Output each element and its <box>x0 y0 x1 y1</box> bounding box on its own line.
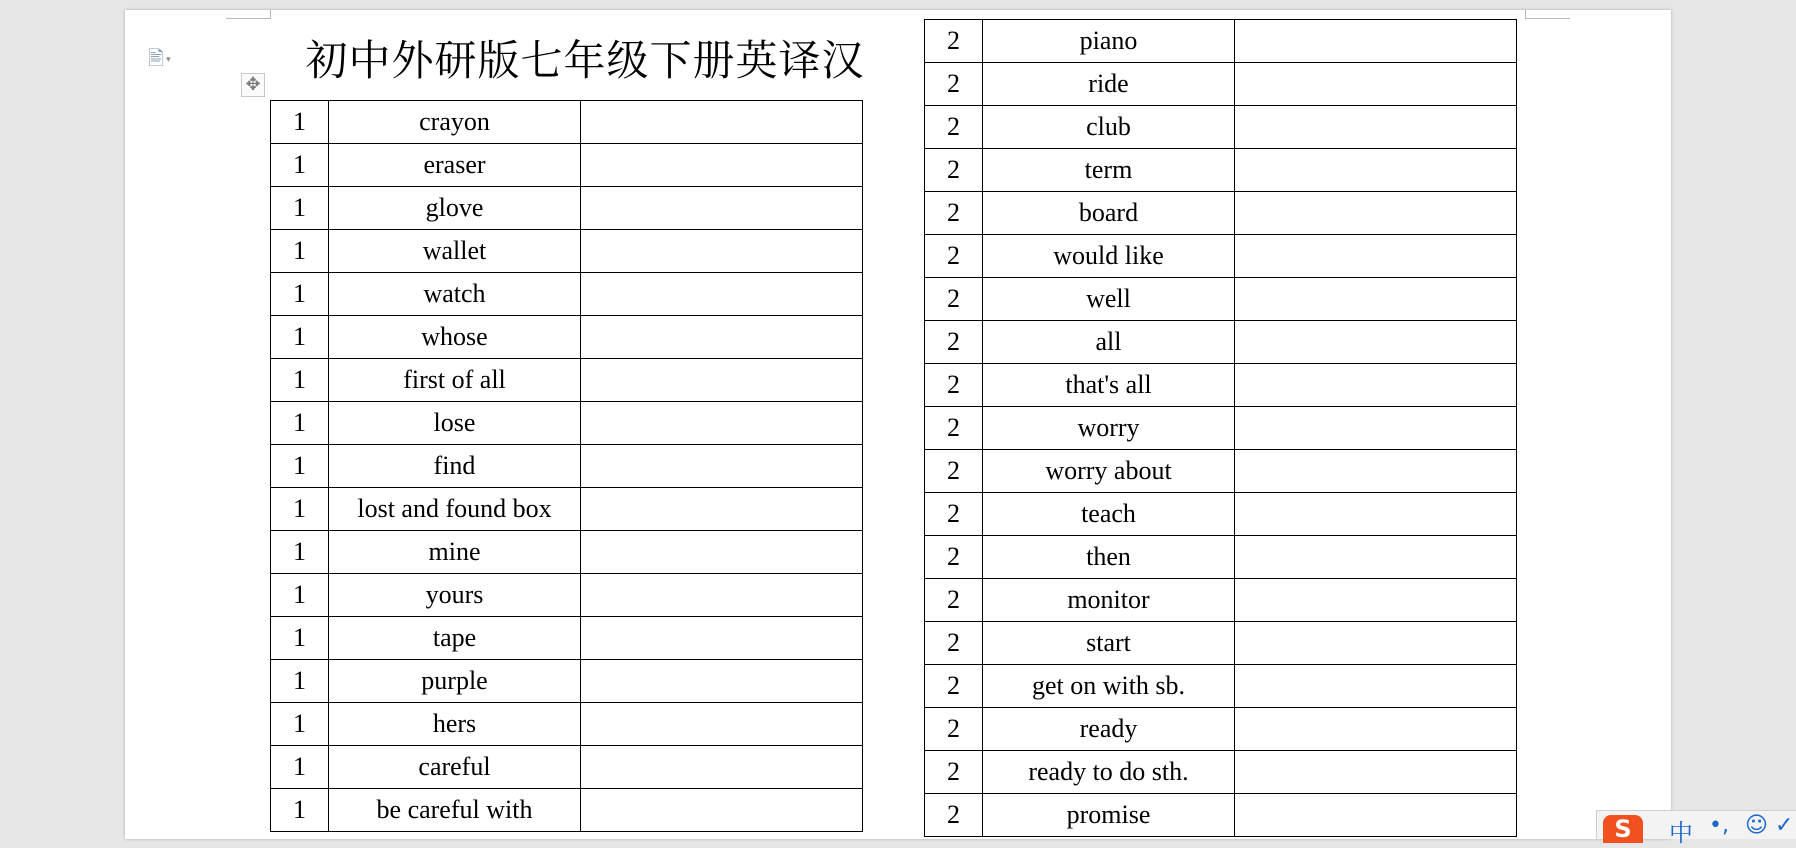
table-row <box>271 660 863 703</box>
english-word-cell: would like <box>983 235 1235 278</box>
lesson-number-cell: 2 <box>925 751 983 794</box>
table-row <box>271 574 863 617</box>
translation-blank-cell[interactable] <box>581 402 863 445</box>
translation-blank-cell[interactable] <box>1235 794 1517 837</box>
table-row <box>925 149 1517 192</box>
table-row <box>925 235 1517 278</box>
translation-blank-cell[interactable] <box>581 488 863 531</box>
table-row <box>925 407 1517 450</box>
translation-blank-cell[interactable] <box>581 703 863 746</box>
lesson-number-cell: 2 <box>925 493 983 536</box>
translation-blank-cell[interactable] <box>1235 20 1517 63</box>
margin-mark-top-right-v <box>1525 10 1526 19</box>
english-word-cell: ride <box>983 63 1235 106</box>
lesson-number-cell: 1 <box>271 359 329 402</box>
table-row <box>925 63 1517 106</box>
lesson-number-cell: 1 <box>271 703 329 746</box>
lesson-number-cell: 2 <box>925 192 983 235</box>
lesson-number-cell: 1 <box>271 187 329 230</box>
translation-blank-cell[interactable] <box>1235 235 1517 278</box>
table-row <box>925 622 1517 665</box>
lesson-number-cell: 2 <box>925 708 983 751</box>
table-row <box>271 402 863 445</box>
table-row <box>271 187 863 230</box>
table-row <box>271 359 863 402</box>
table-row <box>271 230 863 273</box>
table-row <box>271 445 863 488</box>
translation-blank-cell[interactable] <box>1235 364 1517 407</box>
table-row <box>925 665 1517 708</box>
translation-blank-cell[interactable] <box>1235 149 1517 192</box>
lesson-number-cell: 2 <box>925 278 983 321</box>
table-row <box>925 493 1517 536</box>
sogou-logo-icon[interactable]: S <box>1603 815 1643 843</box>
lesson-number-cell: 1 <box>271 574 329 617</box>
chevron-down-icon: ▾ <box>166 54 171 65</box>
lesson-number-cell: 1 <box>271 445 329 488</box>
ime-emoji-icon[interactable]: ☺ <box>1745 813 1768 838</box>
translation-blank-cell[interactable] <box>1235 321 1517 364</box>
table-row <box>925 794 1517 837</box>
lesson-number-cell: 1 <box>271 101 329 144</box>
translation-blank-cell[interactable] <box>581 746 863 789</box>
lesson-number-cell: 1 <box>271 660 329 703</box>
lesson-number-cell: 1 <box>271 746 329 789</box>
english-word-cell: hers <box>329 703 581 746</box>
english-word-cell: ready to do sth. <box>983 751 1235 794</box>
english-word-cell: worry about <box>983 450 1235 493</box>
lesson-number-cell: 2 <box>925 364 983 407</box>
table-row <box>271 746 863 789</box>
english-word-cell: start <box>983 622 1235 665</box>
english-word-cell: crayon <box>329 101 581 144</box>
translation-blank-cell[interactable] <box>1235 751 1517 794</box>
ime-more-icon[interactable]: ✓ <box>1775 813 1794 838</box>
translation-blank-cell[interactable] <box>581 316 863 359</box>
translation-blank-cell[interactable] <box>581 660 863 703</box>
translation-blank-cell[interactable] <box>581 101 863 144</box>
translation-blank-cell[interactable] <box>581 359 863 402</box>
lesson-number-cell: 2 <box>925 536 983 579</box>
table-row <box>925 708 1517 751</box>
translation-blank-cell[interactable] <box>1235 450 1517 493</box>
translation-blank-cell[interactable] <box>1235 493 1517 536</box>
english-word-cell: purple <box>329 660 581 703</box>
lesson-number-cell: 1 <box>271 789 329 832</box>
margin-mark-top-left-v <box>270 10 271 19</box>
english-word-cell: board <box>983 192 1235 235</box>
english-word-cell: watch <box>329 273 581 316</box>
english-word-cell: worry <box>983 407 1235 450</box>
english-word-cell: monitor <box>983 579 1235 622</box>
translation-blank-cell[interactable] <box>581 531 863 574</box>
ime-toolbar[interactable] <box>1596 810 1796 847</box>
english-word-cell: then <box>983 536 1235 579</box>
table-row <box>925 364 1517 407</box>
english-word-cell: lose <box>329 402 581 445</box>
table-row <box>925 450 1517 493</box>
translation-blank-cell[interactable] <box>1235 407 1517 450</box>
table-row <box>925 106 1517 149</box>
english-word-cell: get on with sb. <box>983 665 1235 708</box>
translation-blank-cell[interactable] <box>1235 192 1517 235</box>
english-word-cell: club <box>983 106 1235 149</box>
translation-blank-cell[interactable] <box>581 445 863 488</box>
translation-blank-cell[interactable] <box>1235 665 1517 708</box>
english-word-cell: ready <box>983 708 1235 751</box>
table-row <box>271 316 863 359</box>
translation-blank-cell[interactable] <box>1235 278 1517 321</box>
lesson-number-cell: 2 <box>925 794 983 837</box>
lesson-number-cell: 1 <box>271 316 329 359</box>
table-row <box>925 751 1517 794</box>
margin-mark-top-right-h <box>1525 18 1570 19</box>
translation-blank-cell[interactable] <box>581 230 863 273</box>
lesson-number-cell: 1 <box>271 273 329 316</box>
english-word-cell: find <box>329 445 581 488</box>
lesson-number-cell: 2 <box>925 106 983 149</box>
table-row <box>271 531 863 574</box>
lesson-number-cell: 2 <box>925 622 983 665</box>
vocab-table-right <box>924 19 1517 837</box>
table-move-handle-icon[interactable]: ✥ <box>241 73 265 97</box>
table-row <box>925 20 1517 63</box>
english-word-cell: lost and found box <box>329 488 581 531</box>
lesson-number-cell: 2 <box>925 20 983 63</box>
table-row <box>271 144 863 187</box>
translation-blank-cell[interactable] <box>1235 708 1517 751</box>
translation-blank-cell[interactable] <box>581 574 863 617</box>
translation-blank-cell[interactable] <box>1235 63 1517 106</box>
table-row <box>271 488 863 531</box>
lesson-number-cell: 2 <box>925 665 983 708</box>
margin-mark-top-left-h <box>226 18 271 19</box>
table-row <box>925 278 1517 321</box>
english-word-cell: yours <box>329 574 581 617</box>
table-row <box>925 321 1517 364</box>
english-word-cell: that's all <box>983 364 1235 407</box>
translation-blank-cell[interactable] <box>581 617 863 660</box>
lesson-number-cell: 2 <box>925 63 983 106</box>
ime-punctuation-icon[interactable]: •, <box>1709 813 1729 838</box>
table-row <box>925 192 1517 235</box>
vocab-table-left <box>270 100 863 832</box>
lesson-number-cell: 1 <box>271 488 329 531</box>
document-icon: 🖹 <box>148 46 165 70</box>
lesson-number-cell: 2 <box>925 235 983 278</box>
table-row <box>271 703 863 746</box>
translation-blank-cell[interactable] <box>1235 622 1517 665</box>
translation-blank-cell[interactable] <box>581 144 863 187</box>
table-row <box>271 101 863 144</box>
lesson-number-cell: 1 <box>271 144 329 187</box>
english-word-cell: mine <box>329 531 581 574</box>
english-word-cell: all <box>983 321 1235 364</box>
translation-blank-cell[interactable] <box>1235 106 1517 149</box>
english-word-cell: whose <box>329 316 581 359</box>
lesson-number-cell: 1 <box>271 402 329 445</box>
table-row <box>271 789 863 832</box>
lesson-number-cell: 2 <box>925 149 983 192</box>
translation-blank-cell[interactable] <box>581 187 863 230</box>
document-title: 初中外研版七年级下册英译汉 <box>305 36 865 85</box>
lesson-number-cell: 1 <box>271 617 329 660</box>
english-word-cell: first of all <box>329 359 581 402</box>
translation-blank-cell[interactable] <box>1235 536 1517 579</box>
translation-blank-cell[interactable] <box>1235 579 1517 622</box>
table-row <box>925 536 1517 579</box>
lesson-number-cell: 2 <box>925 450 983 493</box>
lesson-number-cell: 1 <box>271 531 329 574</box>
english-word-cell: well <box>983 278 1235 321</box>
ime-chinese-mode-button[interactable]: 中 <box>1669 819 1693 847</box>
english-word-cell: teach <box>983 493 1235 536</box>
english-word-cell: glove <box>329 187 581 230</box>
english-word-cell: careful <box>329 746 581 789</box>
english-word-cell: tape <box>329 617 581 660</box>
english-word-cell: piano <box>983 20 1235 63</box>
english-word-cell: be careful with <box>329 789 581 832</box>
table-row <box>271 273 863 316</box>
english-word-cell: wallet <box>329 230 581 273</box>
table-row <box>925 579 1517 622</box>
english-word-cell: promise <box>983 794 1235 837</box>
english-word-cell: eraser <box>329 144 581 187</box>
translation-blank-cell[interactable] <box>581 273 863 316</box>
lesson-number-cell: 2 <box>925 321 983 364</box>
document-menu-icon[interactable] <box>148 46 184 70</box>
english-word-cell: term <box>983 149 1235 192</box>
translation-blank-cell[interactable] <box>581 789 863 832</box>
lesson-number-cell: 1 <box>271 230 329 273</box>
table-row <box>271 617 863 660</box>
lesson-number-cell: 2 <box>925 407 983 450</box>
lesson-number-cell: 2 <box>925 579 983 622</box>
